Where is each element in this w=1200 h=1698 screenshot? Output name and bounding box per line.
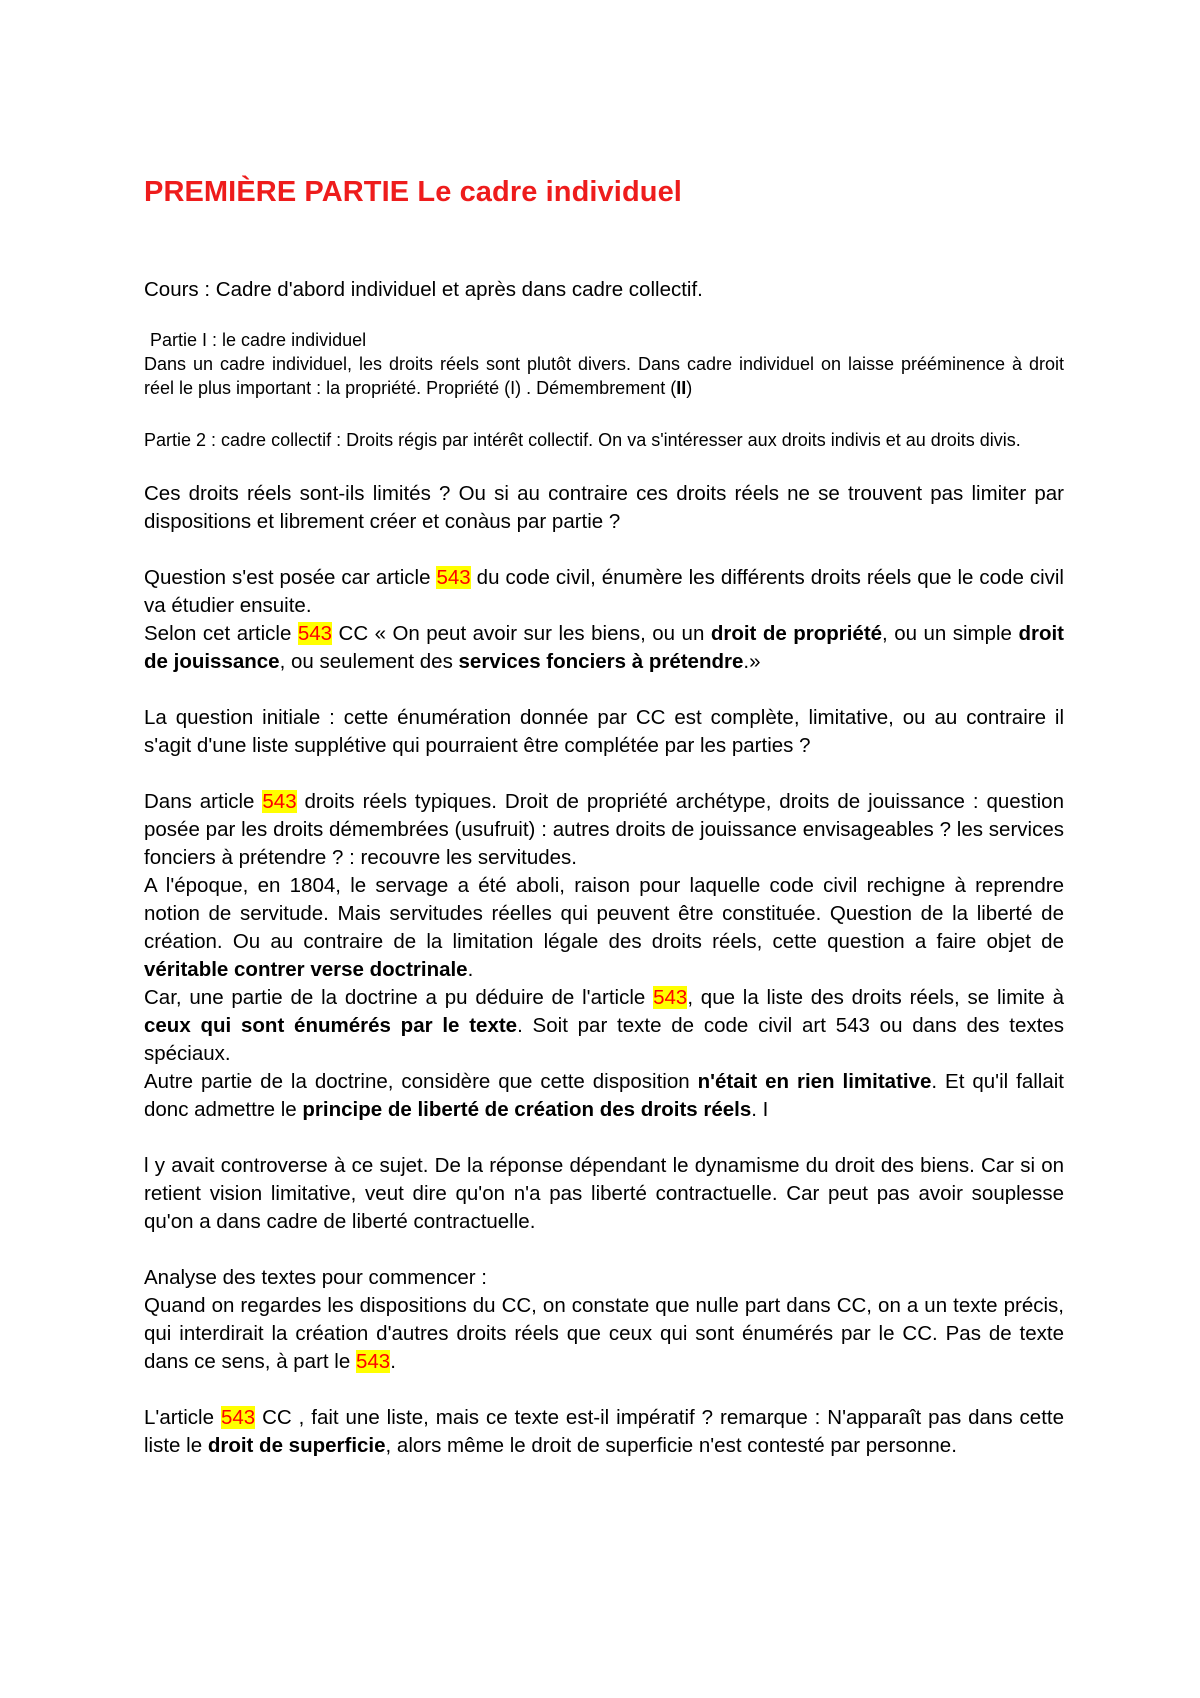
highlight-543: 543: [436, 566, 471, 589]
partie-1-bold: II: [676, 378, 687, 398]
highlight-543: 543: [262, 790, 297, 813]
highlight-543: 543: [220, 1406, 256, 1429]
paragraph-cours: Cours : Cadre d'abord individuel et après dans cadre collectif.: [144, 278, 703, 301]
bold-term: ceux qui sont énumérés par le texte: [144, 1014, 518, 1037]
bold-term: n'était en rien limitative: [697, 1070, 932, 1093]
bold-term: droit de jouissance: [144, 622, 1064, 673]
bold-term: droit de superficie: [207, 1434, 386, 1457]
bold-term: principe de liberté de création des droits réels: [302, 1098, 752, 1121]
bold-term: services fonciers à prétendre: [458, 650, 744, 673]
bold-term: droit de propriété: [710, 622, 883, 645]
paragraph-question: Ces droits réels sont-ils limités ? Ou si au contraire ces droits réels ne se trouvent pas limiter par dispositions et librement créer et conàus par partie ?: [144, 482, 1064, 533]
paragraph-partie-1: Partie I : le cadre individuel Dans un cadre individuel, les droits réels sont plutôt divers. Dans cadre individuel on laisse prééminence à droit réel le plus important : la propriété. Propriété (I) . Démembrement (II): [144, 330, 1064, 398]
paragraph-analyse: Analyse des textes pour commencer : Quand on regardes les dispositions du CC, on constate que nulle part dans CC, on a un texte précis, qui interdirait la création d'autres droits réels que ceux qui sont énumérés par le CC. Pas de texte dans ce sens, à part le 543.: [144, 1266, 1064, 1373]
highlight-543: 543: [297, 622, 333, 645]
bold-term: véritable contrer verse doctrinale: [144, 958, 468, 981]
highlight-543: 543: [355, 1350, 391, 1373]
paragraph-article-543: Question s'est posée car article 543 du code civil, énumère les différents droits réels que le code civil va étudier ensuite. Selon cet article 543 CC « On peut avoir sur les biens, ou un droit de propriété, ou un simple droit de jouissance, ou seulement des services fonciers à prétendre.»: [144, 566, 1064, 673]
page-title: PREMIÈRE PARTIE Le cadre individuel: [144, 176, 682, 208]
paragraph-droits-typiques: Dans article 543 droits réels typiques. Droit de propriété archétype, droits de jouissance : question posée par les droits démembrées (usufruit) : autres droits de jouissance envisageables ? les services fonciers à prétendre ? : recouvre les servitudes. A l'époque, en 1804, le servage a été aboli, raison pour laquelle code civil rechigne à reprendre notion de servitude. Mais servitudes réelles qui peuvent être constituée. Question de la liberté de création. Ou au contraire de la limitation légale des droits réels, cette question a faire objet de véritable contrer verse doctrinale. Car, une partie de la doctrine a pu déduire de l'article 543, que la liste des droits réels, se limite à ceux qui sont énumérés par le texte. Soit par texte de code civil art 543 ou dans des textes spéciaux. Autre partie de la doctrine, considère que cette disposition n'était en rien limitative. Et qu'il fallait donc admettre le principe de liberté de création des droits réels. I: [144, 790, 1064, 1121]
partie-1-heading: Partie I : le cadre individuel: [150, 330, 367, 350]
partie-1-text: Dans un cadre individuel, les droits réels sont plutôt divers. Dans cadre individuel on laisse prééminence à droit réel le plus important : la propriété. Propriété (I) . Démembrement (: [144, 354, 1064, 398]
paragraph-article-liste: L'article 543 CC , fait une liste, mais ce texte est-il impératif ? remarque : N'apparaît pas dans cette liste le droit de superficie, alors même le droit de superficie n'est contesté par personne.: [144, 1406, 1064, 1457]
paragraph-controverse: l y avait controverse à ce sujet. De la réponse dépendant le dynamisme du droit des biens. Car si on retient vision limitative, veut dire qu'on n'a pas liberté contractuelle. Car peut pas avoir souplesse qu'on a dans cadre de liberté contractuelle.: [144, 1154, 1064, 1233]
document-content: [144, 172, 1064, 1460]
paragraph-partie-2: Partie 2 : cadre collectif : Droits régis par intérêt collectif. On va s'intéresser aux droits indivis et au droits divis.: [144, 430, 1021, 450]
highlight-543: 543: [653, 986, 688, 1009]
paragraph-question-initiale: La question initiale : cette énumération donnée par CC est complète, limitative, ou au contraire il s'agit d'une liste supplétive qui pourraient être complétée par les parties ?: [144, 706, 1064, 757]
